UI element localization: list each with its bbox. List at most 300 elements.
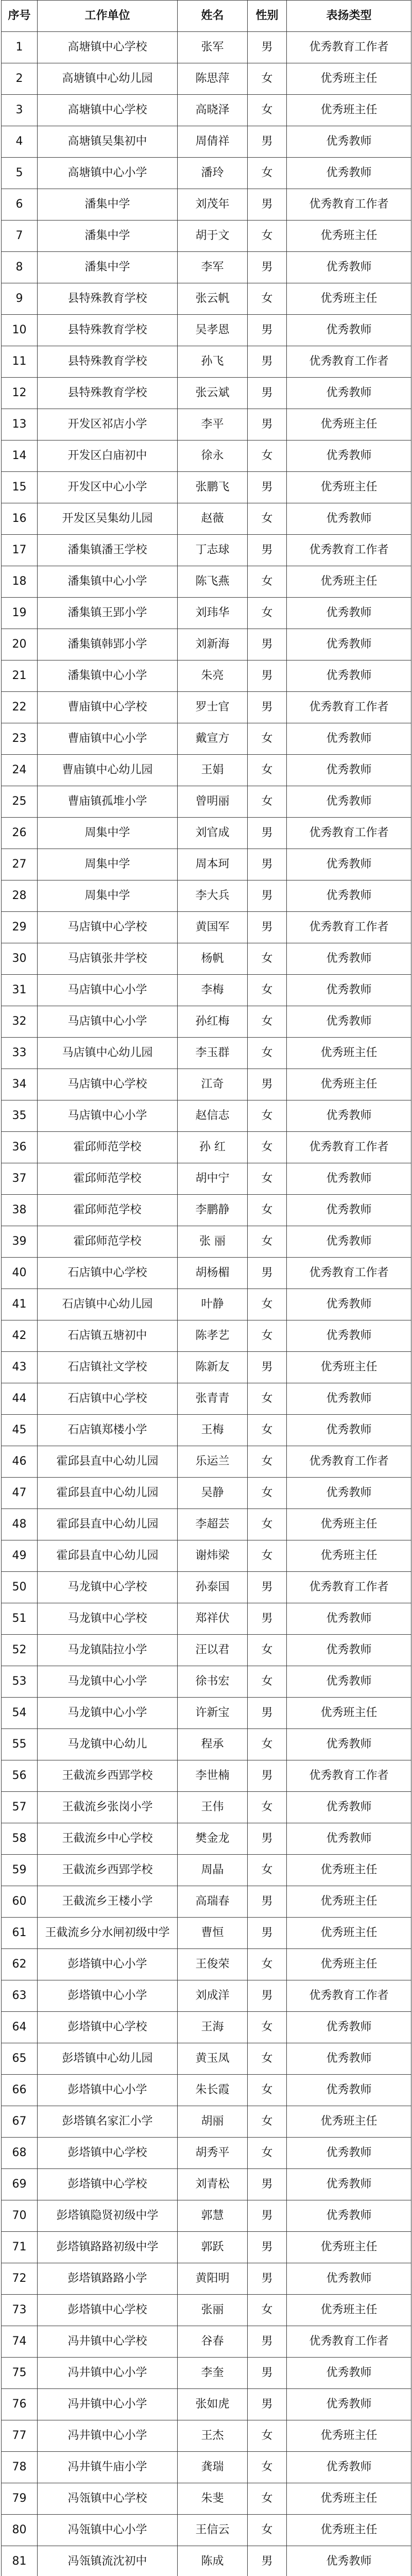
cell-type: 优秀教育工作者 <box>287 32 411 63</box>
cell-gender: 女 <box>248 1855 287 1886</box>
cell-name: 孙红梅 <box>178 1006 248 1038</box>
cell-gender: 男 <box>248 660 287 692</box>
cell-index: 40 <box>2 1258 38 1289</box>
cell-index: 16 <box>2 503 38 535</box>
cell-name: 叶静 <box>178 1289 248 1320</box>
cell-unit: 冯瓴镇中心学校 <box>38 2483 178 2515</box>
cell-unit: 彭塔镇隐贤初级中学 <box>38 2200 178 2232</box>
cell-name: 吴静 <box>178 1478 248 1509</box>
cell-type: 优秀班主任 <box>287 1949 411 1980</box>
cell-name: 曹恒 <box>178 1918 248 1949</box>
cell-type: 优秀教育工作者 <box>287 1132 411 1163</box>
cell-gender: 女 <box>248 1383 287 1415</box>
cell-name: 刘成洋 <box>178 1980 248 2012</box>
cell-gender: 女 <box>248 1195 287 1226</box>
cell-index: 65 <box>2 2043 38 2075</box>
cell-gender: 男 <box>248 880 287 912</box>
cell-type: 优秀教师 <box>287 943 411 975</box>
cell-type: 优秀班主任 <box>287 1038 411 1069</box>
cell-type: 优秀班主任 <box>287 1352 411 1383</box>
cell-name: 黄国军 <box>178 912 248 943</box>
cell-gender: 女 <box>248 943 287 975</box>
cell-name: 李奎 <box>178 2358 248 2389</box>
cell-type: 优秀教育工作者 <box>287 1980 411 2012</box>
cell-index: 77 <box>2 2420 38 2452</box>
cell-gender: 男 <box>248 1352 287 1383</box>
cell-unit: 霍邱县直中心幼儿园 <box>38 1446 178 1478</box>
cell-index: 37 <box>2 1163 38 1195</box>
cell-name: 江奇 <box>178 1069 248 1100</box>
cell-name: 王俊荣 <box>178 1949 248 1980</box>
cell-type: 优秀教育工作者 <box>287 1572 411 1603</box>
table-row <box>2 1980 411 2012</box>
cell-unit: 马龙镇中心幼儿 <box>38 1729 178 1760</box>
cell-type: 优秀教育工作者 <box>287 1446 411 1478</box>
table-row <box>2 2546 411 2576</box>
cell-unit: 彭塔镇中心学校 <box>38 2138 178 2169</box>
cell-name: 李梅 <box>178 975 248 1006</box>
cell-index: 62 <box>2 1949 38 1980</box>
table-row <box>2 1415 411 1446</box>
table-row <box>2 723 411 755</box>
table-row <box>2 1823 411 1855</box>
table-row <box>2 95 411 126</box>
table-row <box>2 472 411 503</box>
cell-gender: 男 <box>248 1572 287 1603</box>
cell-unit: 潘集镇韩郢小学 <box>38 629 178 660</box>
cell-unit: 潘集镇中心小学 <box>38 660 178 692</box>
cell-index: 48 <box>2 1509 38 1540</box>
cell-type: 优秀教育工作者 <box>287 1258 411 1289</box>
cell-unit: 高塘镇中心小学 <box>38 158 178 189</box>
cell-unit: 周集中学 <box>38 880 178 912</box>
cell-unit: 开发区中心小学 <box>38 472 178 503</box>
cell-name: 王信云 <box>178 2515 248 2546</box>
table-row <box>2 598 411 629</box>
cell-gender: 女 <box>248 755 287 786</box>
cell-type: 优秀教师 <box>287 2389 411 2420</box>
cell-gender: 女 <box>248 158 287 189</box>
cell-name: 黄阳明 <box>178 2263 248 2295</box>
cell-name: 胡秀平 <box>178 2138 248 2169</box>
cell-type: 优秀教师 <box>287 1823 411 1855</box>
table-row <box>2 1729 411 1760</box>
cell-name: 程承 <box>178 1729 248 1760</box>
cell-gender: 男 <box>248 252 287 283</box>
cell-type: 优秀班主任 <box>287 1886 411 1918</box>
cell-unit: 曹庙镇孤堆小学 <box>38 786 178 818</box>
cell-index: 12 <box>2 378 38 409</box>
cell-gender: 男 <box>248 472 287 503</box>
cell-unit: 石店镇中心学校 <box>38 1383 178 1415</box>
cell-gender: 女 <box>248 1006 287 1038</box>
table-row <box>2 535 411 566</box>
table-row <box>2 221 411 252</box>
cell-name: 王娟 <box>178 755 248 786</box>
cell-index: 44 <box>2 1383 38 1415</box>
cell-unit: 冯井镇中心学校 <box>38 2326 178 2358</box>
table-row <box>2 912 411 943</box>
cell-type: 优秀教师 <box>287 2138 411 2169</box>
cell-type: 优秀教师 <box>287 2043 411 2075</box>
cell-unit: 开发区白庙初中 <box>38 440 178 472</box>
table-row <box>2 1038 411 1069</box>
cell-gender: 女 <box>248 1289 287 1320</box>
cell-type: 优秀教师 <box>287 1603 411 1635</box>
cell-unit: 彭塔镇中心小学 <box>38 1980 178 2012</box>
cell-index: 35 <box>2 1100 38 1132</box>
cell-name: 张鹏飞 <box>178 472 248 503</box>
cell-index: 34 <box>2 1069 38 1100</box>
cell-type: 优秀教师 <box>287 975 411 1006</box>
cell-type: 优秀教师 <box>287 629 411 660</box>
cell-name: 周倩祥 <box>178 126 248 158</box>
cell-name: 乐运兰 <box>178 1446 248 1478</box>
cell-index: 25 <box>2 786 38 818</box>
cell-type: 优秀教师 <box>287 1226 411 1258</box>
cell-gender: 女 <box>248 95 287 126</box>
cell-gender: 女 <box>248 1478 287 1509</box>
cell-gender: 女 <box>248 1509 287 1540</box>
cell-type: 优秀教师 <box>287 1100 411 1132</box>
cell-type: 优秀教育工作者 <box>287 2326 411 2358</box>
cell-gender: 女 <box>248 1226 287 1258</box>
cell-gender: 男 <box>248 315 287 346</box>
cell-type: 优秀教育工作者 <box>287 818 411 849</box>
cell-name: 孙泰国 <box>178 1572 248 1603</box>
cell-name: 张 丽 <box>178 1226 248 1258</box>
cell-unit: 马店镇中心小学 <box>38 1100 178 1132</box>
cell-type: 优秀班主任 <box>287 2295 411 2326</box>
cell-unit: 马龙镇中心学校 <box>38 1572 178 1603</box>
table-row <box>2 158 411 189</box>
cell-index: 43 <box>2 1352 38 1383</box>
cell-name: 杨帆 <box>178 943 248 975</box>
cell-index: 29 <box>2 912 38 943</box>
cell-unit: 开发区吴集幼儿园 <box>38 503 178 535</box>
cell-gender: 男 <box>248 1823 287 1855</box>
table-row <box>2 1478 411 1509</box>
cell-unit: 彭塔镇中心学校 <box>38 2169 178 2200</box>
cell-gender: 男 <box>248 1069 287 1100</box>
cell-name: 曾明丽 <box>178 786 248 818</box>
cell-type: 优秀教师 <box>287 1006 411 1038</box>
cell-unit: 马龙镇中心学校 <box>38 1603 178 1635</box>
cell-index: 59 <box>2 1855 38 1886</box>
cell-type: 优秀班主任 <box>287 1855 411 1886</box>
header-gender: 性别 <box>248 1 287 32</box>
header-index: 序号 <box>2 1 38 32</box>
cell-index: 51 <box>2 1603 38 1635</box>
cell-unit: 石店镇郑楼小学 <box>38 1415 178 1446</box>
cell-type: 优秀教师 <box>287 503 411 535</box>
cell-index: 60 <box>2 1886 38 1918</box>
cell-gender: 女 <box>248 1038 287 1069</box>
cell-index: 13 <box>2 409 38 440</box>
cell-type: 优秀教师 <box>287 1195 411 1226</box>
cell-gender: 女 <box>248 2515 287 2546</box>
cell-unit: 霍邱师范学校 <box>38 1195 178 1226</box>
cell-index: 74 <box>2 2326 38 2358</box>
cell-gender: 女 <box>248 221 287 252</box>
cell-gender: 女 <box>248 2012 287 2043</box>
cell-unit: 冯井镇中心小学 <box>38 2358 178 2389</box>
table-row <box>2 32 411 63</box>
cell-name: 高瑞春 <box>178 1886 248 1918</box>
table-row <box>2 1855 411 1886</box>
cell-gender: 女 <box>248 975 287 1006</box>
cell-index: 63 <box>2 1980 38 2012</box>
cell-gender: 男 <box>248 2326 287 2358</box>
cell-type: 优秀教师 <box>287 1320 411 1352</box>
cell-gender: 女 <box>248 440 287 472</box>
cell-index: 5 <box>2 158 38 189</box>
cell-unit: 潘集中学 <box>38 221 178 252</box>
cell-unit: 霍邱县直中心幼儿园 <box>38 1540 178 1572</box>
cell-unit: 高塘镇中心学校 <box>38 32 178 63</box>
cell-type: 优秀教师 <box>287 378 411 409</box>
table-row <box>2 1886 411 1918</box>
cell-type: 优秀教师 <box>287 880 411 912</box>
cell-unit: 曹庙镇中心幼儿园 <box>38 755 178 786</box>
cell-name: 孙飞 <box>178 346 248 378</box>
cell-index: 55 <box>2 1729 38 1760</box>
cell-name: 王梅 <box>178 1415 248 1446</box>
cell-index: 36 <box>2 1132 38 1163</box>
cell-unit: 石店镇五塘初中 <box>38 1320 178 1352</box>
table-row <box>2 1006 411 1038</box>
cell-name: 张云斌 <box>178 378 248 409</box>
table-row <box>2 2106 411 2138</box>
cell-gender: 女 <box>248 63 287 95</box>
cell-name: 张丽 <box>178 2295 248 2326</box>
table-row <box>2 1100 411 1132</box>
cell-gender: 男 <box>248 1980 287 2012</box>
honor-list-table <box>1 0 411 2576</box>
cell-type: 优秀教师 <box>287 786 411 818</box>
table-row <box>2 63 411 95</box>
table-row <box>2 849 411 880</box>
table-row <box>2 2263 411 2295</box>
cell-unit: 彭塔镇中心幼儿园 <box>38 2043 178 2075</box>
cell-gender: 女 <box>248 1792 287 1823</box>
cell-type: 优秀教师 <box>287 252 411 283</box>
cell-type: 优秀班主任 <box>287 95 411 126</box>
cell-type: 优秀教育工作者 <box>287 535 411 566</box>
cell-index: 23 <box>2 723 38 755</box>
cell-name: 陈孝艺 <box>178 1320 248 1352</box>
cell-gender: 女 <box>248 598 287 629</box>
cell-name: 朱长霞 <box>178 2075 248 2106</box>
cell-index: 20 <box>2 629 38 660</box>
cell-type: 优秀教师 <box>287 126 411 158</box>
table-row <box>2 1383 411 1415</box>
cell-name: 胡丽 <box>178 2106 248 2138</box>
table-row <box>2 2169 411 2200</box>
cell-name: 胡杨楣 <box>178 1258 248 1289</box>
cell-index: 19 <box>2 598 38 629</box>
cell-unit: 彭塔镇路路初级中学 <box>38 2232 178 2263</box>
cell-gender: 女 <box>248 503 287 535</box>
cell-unit: 马店镇中心幼儿园 <box>38 1038 178 1069</box>
table-row <box>2 880 411 912</box>
cell-index: 39 <box>2 1226 38 1258</box>
cell-type: 优秀班主任 <box>287 283 411 315</box>
cell-gender: 男 <box>248 535 287 566</box>
cell-gender: 女 <box>248 723 287 755</box>
cell-name: 陈飞燕 <box>178 566 248 598</box>
cell-name: 罗士官 <box>178 692 248 723</box>
table-row <box>2 378 411 409</box>
cell-unit: 县特殊教育学校 <box>38 283 178 315</box>
cell-index: 76 <box>2 2389 38 2420</box>
cell-unit: 潘集镇中心小学 <box>38 566 178 598</box>
cell-name: 李超芸 <box>178 1509 248 1540</box>
table-row <box>2 566 411 598</box>
cell-name: 张如虎 <box>178 2389 248 2420</box>
table-row <box>2 1509 411 1540</box>
table-row <box>2 2452 411 2483</box>
table-row <box>2 126 411 158</box>
table-row <box>2 2358 411 2389</box>
cell-unit: 县特殊教育学校 <box>38 378 178 409</box>
cell-gender: 女 <box>248 1132 287 1163</box>
cell-name: 刘茂年 <box>178 189 248 221</box>
cell-index: 28 <box>2 880 38 912</box>
table-row <box>2 943 411 975</box>
cell-type: 优秀班主任 <box>287 2483 411 2515</box>
table-row <box>2 1603 411 1635</box>
cell-name: 郑祥伏 <box>178 1603 248 1635</box>
cell-gender: 男 <box>248 409 287 440</box>
cell-name: 李大兵 <box>178 880 248 912</box>
cell-unit: 王截流乡王楼小学 <box>38 1886 178 1918</box>
cell-name: 陈思萍 <box>178 63 248 95</box>
cell-unit: 冯井镇牛庙小学 <box>38 2452 178 2483</box>
header-name: 姓名 <box>178 1 248 32</box>
cell-name: 赵信志 <box>178 1100 248 1132</box>
table-row <box>2 346 411 378</box>
cell-unit: 周集中学 <box>38 818 178 849</box>
cell-unit: 王截流乡分水闸初级中学 <box>38 1918 178 1949</box>
table-row <box>2 1446 411 1478</box>
cell-index: 50 <box>2 1572 38 1603</box>
cell-unit: 石店镇中心幼儿园 <box>38 1289 178 1320</box>
cell-gender: 女 <box>248 2106 287 2138</box>
cell-name: 吴孝恩 <box>178 315 248 346</box>
cell-type: 优秀班主任 <box>287 2515 411 2546</box>
cell-unit: 高塘镇吴集初中 <box>38 126 178 158</box>
cell-name: 郭跃 <box>178 2232 248 2263</box>
cell-unit: 霍邱师范学校 <box>38 1226 178 1258</box>
cell-index: 41 <box>2 1289 38 1320</box>
cell-type: 优秀班主任 <box>287 1918 411 1949</box>
cell-name: 朱亮 <box>178 660 248 692</box>
cell-index: 80 <box>2 2515 38 2546</box>
cell-gender: 男 <box>248 126 287 158</box>
cell-unit: 马龙镇中心小学 <box>38 1666 178 1698</box>
table-row <box>2 755 411 786</box>
cell-name: 胡中宁 <box>178 1163 248 1195</box>
cell-type: 优秀教师 <box>287 723 411 755</box>
table-row <box>2 818 411 849</box>
cell-type: 优秀教师 <box>287 849 411 880</box>
cell-type: 优秀教育工作者 <box>287 346 411 378</box>
cell-unit: 曹庙镇中心学校 <box>38 692 178 723</box>
cell-name: 赵薇 <box>178 503 248 535</box>
cell-gender: 女 <box>248 2138 287 2169</box>
table-row <box>2 409 411 440</box>
cell-gender: 男 <box>248 629 287 660</box>
cell-gender: 男 <box>248 2546 287 2576</box>
cell-gender: 男 <box>248 1886 287 1918</box>
table-row <box>2 503 411 535</box>
cell-name: 汪以君 <box>178 1635 248 1666</box>
cell-gender: 女 <box>248 1540 287 1572</box>
cell-index: 61 <box>2 1918 38 1949</box>
cell-gender: 女 <box>248 566 287 598</box>
cell-index: 38 <box>2 1195 38 1226</box>
cell-unit: 冯瓴镇中心小学 <box>38 2515 178 2546</box>
cell-type: 优秀教师 <box>287 1415 411 1446</box>
table-row <box>2 1320 411 1352</box>
cell-type: 优秀班主任 <box>287 566 411 598</box>
cell-gender: 女 <box>248 2420 287 2452</box>
table-row <box>2 1226 411 1258</box>
cell-gender: 女 <box>248 1163 287 1195</box>
cell-gender: 男 <box>248 2389 287 2420</box>
cell-unit: 石店镇社文学校 <box>38 1352 178 1383</box>
cell-gender: 男 <box>248 1918 287 1949</box>
cell-unit: 高塘镇中心学校 <box>38 95 178 126</box>
cell-name: 谢炜梁 <box>178 1540 248 1572</box>
table-row <box>2 189 411 221</box>
table-row <box>2 2483 411 2515</box>
table-row <box>2 2515 411 2546</box>
cell-index: 58 <box>2 1823 38 1855</box>
cell-name: 刘青松 <box>178 2169 248 2200</box>
table-header-row <box>2 1 411 32</box>
cell-type: 优秀教师 <box>287 755 411 786</box>
cell-type: 优秀教师 <box>287 1729 411 1760</box>
cell-unit: 彭塔镇名家汇小学 <box>38 2106 178 2138</box>
cell-index: 46 <box>2 1446 38 1478</box>
table-row <box>2 2389 411 2420</box>
table-row <box>2 1949 411 1980</box>
table-row <box>2 2232 411 2263</box>
cell-unit: 开发区祁店小学 <box>38 409 178 440</box>
cell-index: 68 <box>2 2138 38 2169</box>
cell-unit: 县特殊教育学校 <box>38 315 178 346</box>
cell-index: 47 <box>2 1478 38 1509</box>
cell-name: 王伟 <box>178 1792 248 1823</box>
cell-index: 67 <box>2 2106 38 2138</box>
cell-gender: 男 <box>248 32 287 63</box>
cell-name: 郭慧 <box>178 2200 248 2232</box>
cell-gender: 男 <box>248 912 287 943</box>
cell-gender: 男 <box>248 1603 287 1635</box>
cell-type: 优秀教师 <box>287 598 411 629</box>
cell-unit: 马店镇中心小学 <box>38 1006 178 1038</box>
table-row <box>2 283 411 315</box>
cell-type: 优秀班主任 <box>287 472 411 503</box>
cell-type: 优秀教师 <box>287 2200 411 2232</box>
cell-type: 优秀教师 <box>287 1666 411 1698</box>
cell-index: 54 <box>2 1698 38 1729</box>
cell-name: 徐永 <box>178 440 248 472</box>
cell-type: 优秀班主任 <box>287 2106 411 2138</box>
cell-gender: 男 <box>248 2169 287 2200</box>
